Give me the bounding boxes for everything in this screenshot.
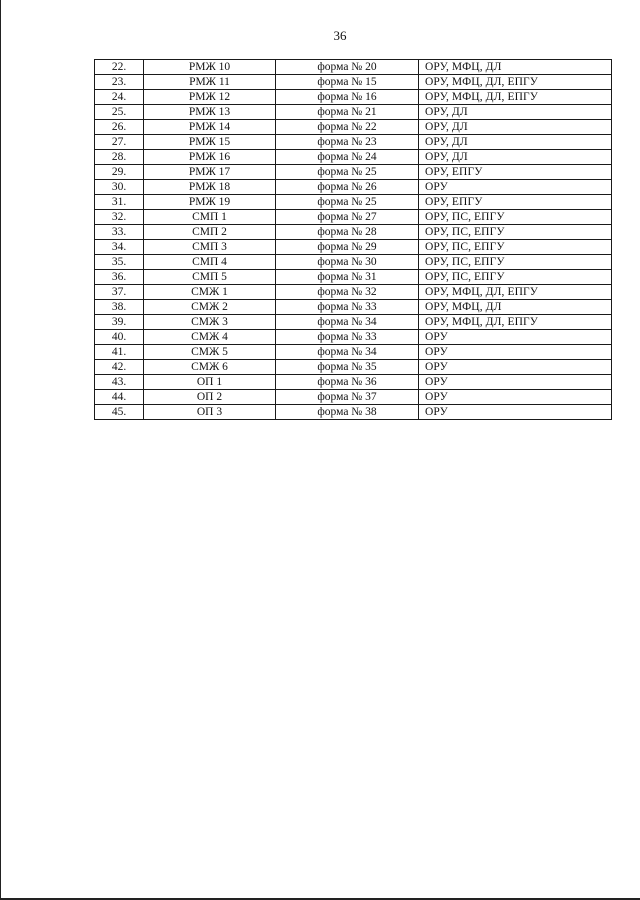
form-cell: форма № 31 — [276, 270, 419, 285]
services-cell: ОРУ — [419, 345, 612, 360]
services-cell: ОРУ — [419, 405, 612, 420]
table-row — [95, 255, 612, 270]
table-row — [95, 240, 612, 255]
row-number-cell: 45. — [95, 405, 144, 420]
table-row — [95, 390, 612, 405]
table-row — [95, 360, 612, 375]
form-cell: форма № 27 — [276, 210, 419, 225]
services-cell: ОРУ, ЕПГУ — [419, 165, 612, 180]
row-number-cell: 26. — [95, 120, 144, 135]
form-cell: форма № 24 — [276, 150, 419, 165]
form-cell: форма № 26 — [276, 180, 419, 195]
form-cell: форма № 20 — [276, 60, 419, 75]
code-cell: РМЖ 13 — [144, 105, 276, 120]
form-cell: форма № 25 — [276, 195, 419, 210]
services-cell: ОРУ — [419, 330, 612, 345]
table-row — [95, 105, 612, 120]
code-cell: СМЖ 3 — [144, 315, 276, 330]
row-number-cell: 39. — [95, 315, 144, 330]
table-row — [95, 150, 612, 165]
code-cell: ОП 2 — [144, 390, 276, 405]
code-cell: РМЖ 11 — [144, 75, 276, 90]
table-row — [95, 120, 612, 135]
row-number-cell: 29. — [95, 165, 144, 180]
services-cell: ОРУ, МФЦ, ДЛ — [419, 60, 612, 75]
row-number-cell: 34. — [95, 240, 144, 255]
services-cell: ОРУ, МФЦ, ДЛ, ЕПГУ — [419, 90, 612, 105]
table-row — [95, 300, 612, 315]
document-table — [94, 59, 612, 420]
row-number-cell: 36. — [95, 270, 144, 285]
code-cell: СМП 5 — [144, 270, 276, 285]
row-number-cell: 33. — [95, 225, 144, 240]
services-cell: ОРУ, МФЦ, ДЛ, ЕПГУ — [419, 285, 612, 300]
table-row — [95, 285, 612, 300]
table-row — [95, 330, 612, 345]
code-cell: ОП 1 — [144, 375, 276, 390]
services-cell: ОРУ — [419, 360, 612, 375]
row-number-cell: 23. — [95, 75, 144, 90]
code-cell: СМП 3 — [144, 240, 276, 255]
table-row — [95, 165, 612, 180]
services-cell: ОРУ, ПС, ЕПГУ — [419, 270, 612, 285]
row-number-cell: 38. — [95, 300, 144, 315]
code-cell: СМП 1 — [144, 210, 276, 225]
page-left-edge — [0, 0, 1, 900]
services-cell: ОРУ, ЕПГУ — [419, 195, 612, 210]
table-row — [95, 375, 612, 390]
form-cell: форма № 25 — [276, 165, 419, 180]
code-cell: СМЖ 4 — [144, 330, 276, 345]
form-cell: форма № 36 — [276, 375, 419, 390]
form-cell: форма № 37 — [276, 390, 419, 405]
form-cell: форма № 33 — [276, 300, 419, 315]
services-cell: ОРУ, ДЛ — [419, 150, 612, 165]
code-cell: РМЖ 15 — [144, 135, 276, 150]
form-cell: форма № 15 — [276, 75, 419, 90]
table-row — [95, 135, 612, 150]
services-cell: ОРУ — [419, 375, 612, 390]
services-cell: ОРУ, МФЦ, ДЛ — [419, 300, 612, 315]
table-body — [95, 60, 612, 420]
form-cell: форма № 33 — [276, 330, 419, 345]
code-cell: РМЖ 12 — [144, 90, 276, 105]
code-cell: СМП 2 — [144, 225, 276, 240]
page-number: 36 — [333, 28, 347, 43]
table-row — [95, 195, 612, 210]
services-cell: ОРУ, ПС, ЕПГУ — [419, 255, 612, 270]
row-number-cell: 44. — [95, 390, 144, 405]
form-cell: форма № 38 — [276, 405, 419, 420]
services-cell: ОРУ, ДЛ — [419, 105, 612, 120]
row-number-cell: 35. — [95, 255, 144, 270]
row-number-cell: 25. — [95, 105, 144, 120]
table-row — [95, 405, 612, 420]
row-number-cell: 40. — [95, 330, 144, 345]
table-row — [95, 210, 612, 225]
code-cell: РМЖ 16 — [144, 150, 276, 165]
services-cell: ОРУ, ПС, ЕПГУ — [419, 210, 612, 225]
row-number-cell: 43. — [95, 375, 144, 390]
row-number-cell: 41. — [95, 345, 144, 360]
services-cell: ОРУ, МФЦ, ДЛ, ЕПГУ — [419, 315, 612, 330]
table-row — [95, 225, 612, 240]
form-cell: форма № 34 — [276, 345, 419, 360]
code-cell: РМЖ 10 — [144, 60, 276, 75]
form-cell: форма № 34 — [276, 315, 419, 330]
code-cell: СМП 4 — [144, 255, 276, 270]
form-cell: форма № 30 — [276, 255, 419, 270]
table-row — [95, 270, 612, 285]
table-row — [95, 75, 612, 90]
row-number-cell: 28. — [95, 150, 144, 165]
row-number-cell: 37. — [95, 285, 144, 300]
table-row — [95, 90, 612, 105]
form-cell: форма № 21 — [276, 105, 419, 120]
form-cell: форма № 35 — [276, 360, 419, 375]
row-number-cell: 22. — [95, 60, 144, 75]
code-cell: СМЖ 1 — [144, 285, 276, 300]
form-cell: форма № 16 — [276, 90, 419, 105]
table-row — [95, 345, 612, 360]
form-cell: форма № 28 — [276, 225, 419, 240]
row-number-cell: 42. — [95, 360, 144, 375]
row-number-cell: 32. — [95, 210, 144, 225]
form-cell: форма № 32 — [276, 285, 419, 300]
table-row — [95, 315, 612, 330]
row-number-cell: 30. — [95, 180, 144, 195]
form-cell: форма № 22 — [276, 120, 419, 135]
code-cell: ОП 3 — [144, 405, 276, 420]
form-cell: форма № 29 — [276, 240, 419, 255]
code-cell: РМЖ 18 — [144, 180, 276, 195]
services-cell: ОРУ — [419, 390, 612, 405]
code-cell: РМЖ 19 — [144, 195, 276, 210]
code-cell: СМЖ 5 — [144, 345, 276, 360]
code-cell: РМЖ 14 — [144, 120, 276, 135]
code-cell: СМЖ 2 — [144, 300, 276, 315]
code-cell: СМЖ 6 — [144, 360, 276, 375]
form-cell: форма № 23 — [276, 135, 419, 150]
code-cell: РМЖ 17 — [144, 165, 276, 180]
services-cell: ОРУ, ПС, ЕПГУ — [419, 225, 612, 240]
services-cell: ОРУ — [419, 180, 612, 195]
services-cell: ОРУ, МФЦ, ДЛ, ЕПГУ — [419, 75, 612, 90]
services-cell: ОРУ, ДЛ — [419, 120, 612, 135]
table-row — [95, 60, 612, 75]
services-cell: ОРУ, ДЛ — [419, 135, 612, 150]
services-cell: ОРУ, ПС, ЕПГУ — [419, 240, 612, 255]
row-number-cell: 24. — [95, 90, 144, 105]
row-number-cell: 31. — [95, 195, 144, 210]
table-row — [95, 180, 612, 195]
row-number-cell: 27. — [95, 135, 144, 150]
